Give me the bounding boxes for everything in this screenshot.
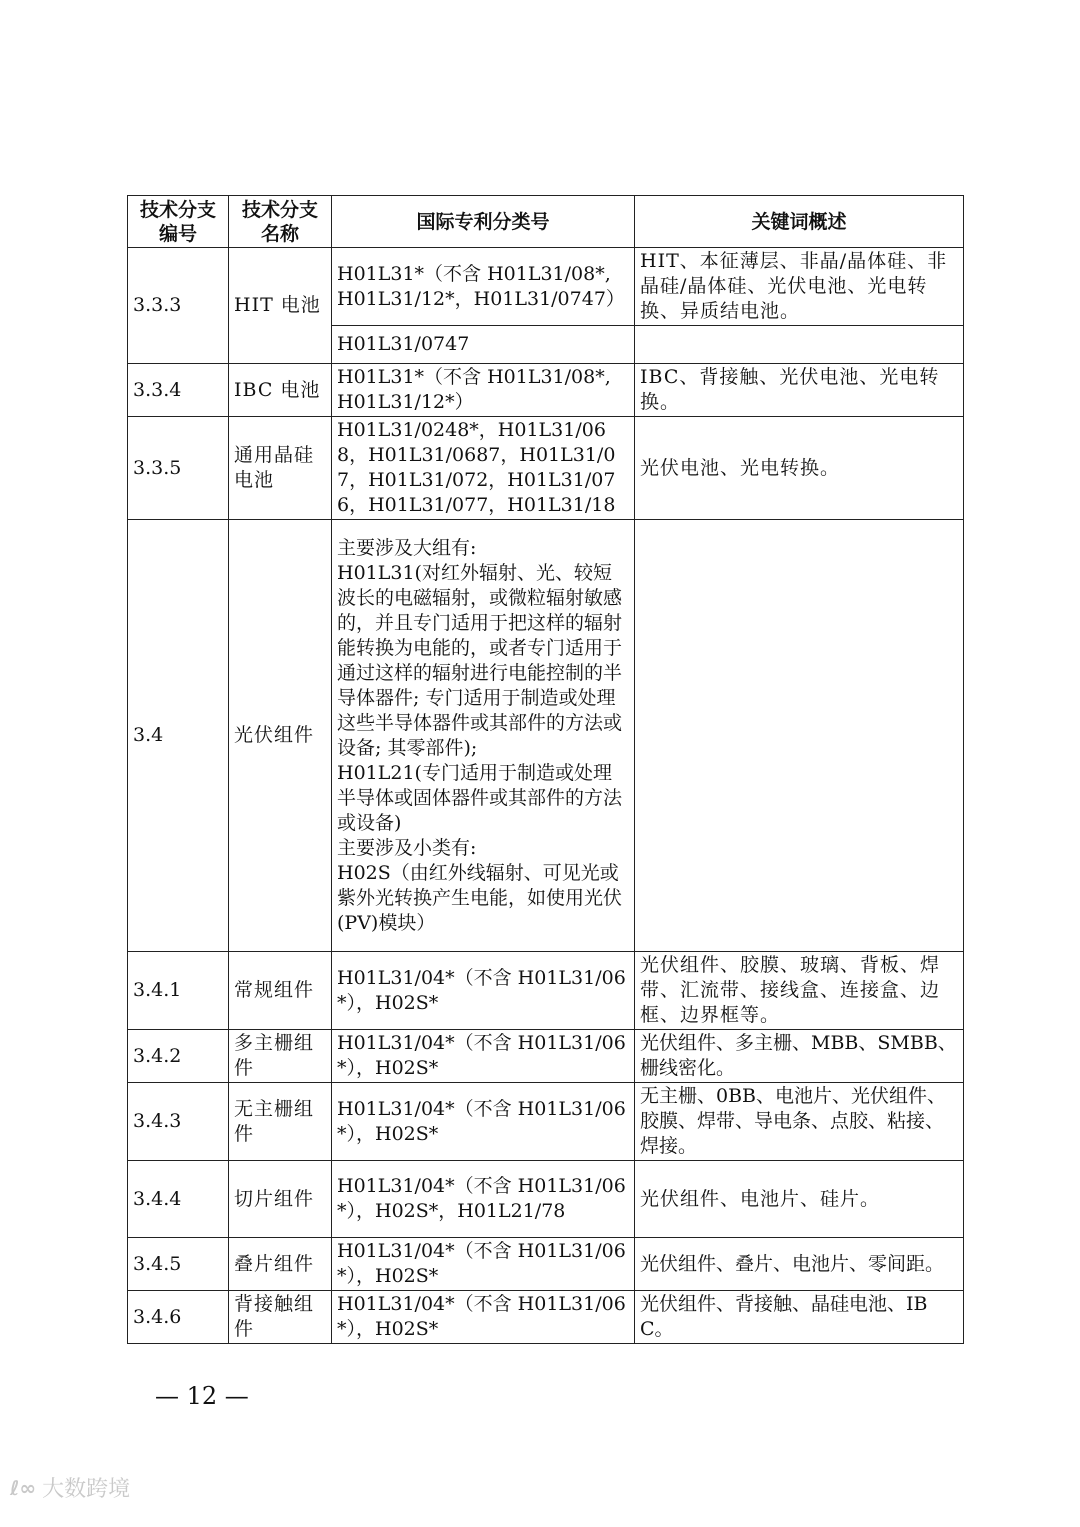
keywords: 光伏组件、电池片、硅片。	[635, 1161, 964, 1238]
watermark-text: 大数跨境	[42, 1477, 131, 1502]
ipc-codes: H01L31/04*（不含 H01L31/06*），H02S*	[332, 1030, 635, 1083]
table-header-row	[128, 196, 964, 248]
branch-id: 3.3.5	[128, 417, 229, 520]
branch-name: 光伏组件	[229, 520, 332, 952]
branch-name: 通用晶硅电池	[229, 417, 332, 520]
header-branch-name: 技术分支名称	[229, 196, 332, 248]
branch-id: 3.4.2	[128, 1030, 229, 1083]
ipc-codes: H01L31*（不含 H01L31/08*, H01L31/12*）	[332, 364, 635, 417]
ipc-codes: H01L31/0747	[332, 326, 635, 364]
ipc-codes: H01L31/04*（不含 H01L31/06*），H02S*	[332, 952, 635, 1030]
table-row	[128, 1083, 964, 1161]
keywords: 光伏组件、背接触、晶硅电池、IBC。	[635, 1291, 964, 1344]
ipc-codes: H01L31/04*（不含 H01L31/06*），H02S*，H01L21/78	[332, 1161, 635, 1238]
keywords: 光伏电池、光电转换。	[635, 417, 964, 520]
page-number: — 12 —	[155, 1382, 249, 1410]
branch-name: 无主栅组件	[229, 1083, 332, 1161]
keywords: 光伏组件、叠片、电池片、零间距。	[635, 1238, 964, 1291]
branch-id: 3.4	[128, 520, 229, 952]
table-row	[128, 520, 964, 952]
branch-name: 切片组件	[229, 1161, 332, 1238]
branch-id: 3.4.6	[128, 1291, 229, 1344]
table-row	[128, 952, 964, 1030]
keywords	[635, 326, 964, 364]
branch-name: IBC 电池	[229, 364, 332, 417]
ipc-codes: H01L31/04*（不含 H01L31/06*），H02S*	[332, 1291, 635, 1344]
table-row	[128, 1238, 964, 1291]
branch-id: 3.4.5	[128, 1238, 229, 1291]
ipc-classification-table	[127, 195, 964, 1344]
keywords	[635, 520, 964, 952]
ipc-codes: H01L31/0248*，H01L31/068，H01L31/0687，H01L31/07，H01L31/072，H01L31/076，H01L31/077，H01L31/18	[332, 417, 635, 520]
header-ipc: 国际专利分类号	[332, 196, 635, 248]
ipc-codes: H01L31*（不含 H01L31/08*, H01L31/12*，H01L31/0747）	[332, 248, 635, 326]
branch-id: 3.3.4	[128, 364, 229, 417]
branch-name: 常规组件	[229, 952, 332, 1030]
table-row	[128, 1161, 964, 1238]
branch-id: 3.4.1	[128, 952, 229, 1030]
branch-id: 3.4.3	[128, 1083, 229, 1161]
table-row	[128, 248, 964, 326]
branch-name: HIT 电池	[229, 248, 332, 364]
branch-name: 叠片组件	[229, 1238, 332, 1291]
keywords: 光伏组件、多主栅、MBB、SMBB、栅线密化。	[635, 1030, 964, 1083]
branch-name: 多主栅组件	[229, 1030, 332, 1083]
branch-name: 背接触组件	[229, 1291, 332, 1344]
keywords: HIT、本征薄层、非晶/晶体硅、非晶硅/晶体硅、光伏电池、光电转换、异质结电池。	[635, 248, 964, 326]
header-branch-id: 技术分支编号	[128, 196, 229, 248]
watermark	[10, 1472, 130, 1503]
branch-id: 3.3.3	[128, 248, 229, 364]
keywords: 光伏组件、胶膜、玻璃、背板、焊带、汇流带、接线盒、连接盒、边框、边界框等。	[635, 952, 964, 1030]
keywords: IBC、背接触、光伏电池、光电转换。	[635, 364, 964, 417]
branch-id: 3.4.4	[128, 1161, 229, 1238]
table-row	[128, 417, 964, 520]
ipc-codes: H01L31/04*（不含 H01L31/06*），H02S*	[332, 1238, 635, 1291]
table-row	[128, 1030, 964, 1083]
table-row	[128, 364, 964, 417]
keywords: 无主栅、0BB、电池片、光伏组件、胶膜、焊带、导电条、点胶、粘接、焊接。	[635, 1083, 964, 1161]
ipc-codes: 主要涉及大组有: H01L31(对红外辐射、光、较短波长的电磁辐射，或微粒辐射敏感的，并且专门适用于把这样的辐射能转换为电能的，或者专门适用于通过这样的辐射进行电能控制的半导体器件; 专门适用于制造或处理这些半导体器件或其部件的方法或设备; 其零部件); H01L21(专门适用于制造或处理半导体或固体器件或其部件的方法或设备) 主要涉及小类有: H02S（由红外线辐射、可见光或紫外光转换产生电能，如使用光伏(PV)模块）	[332, 520, 635, 952]
header-keywords: 关键词概述	[635, 196, 964, 248]
watermark-logo-icon: ℓ∞	[10, 1475, 37, 1500]
table-row	[128, 1291, 964, 1344]
ipc-codes: H01L31/04*（不含 H01L31/06*），H02S*	[332, 1083, 635, 1161]
